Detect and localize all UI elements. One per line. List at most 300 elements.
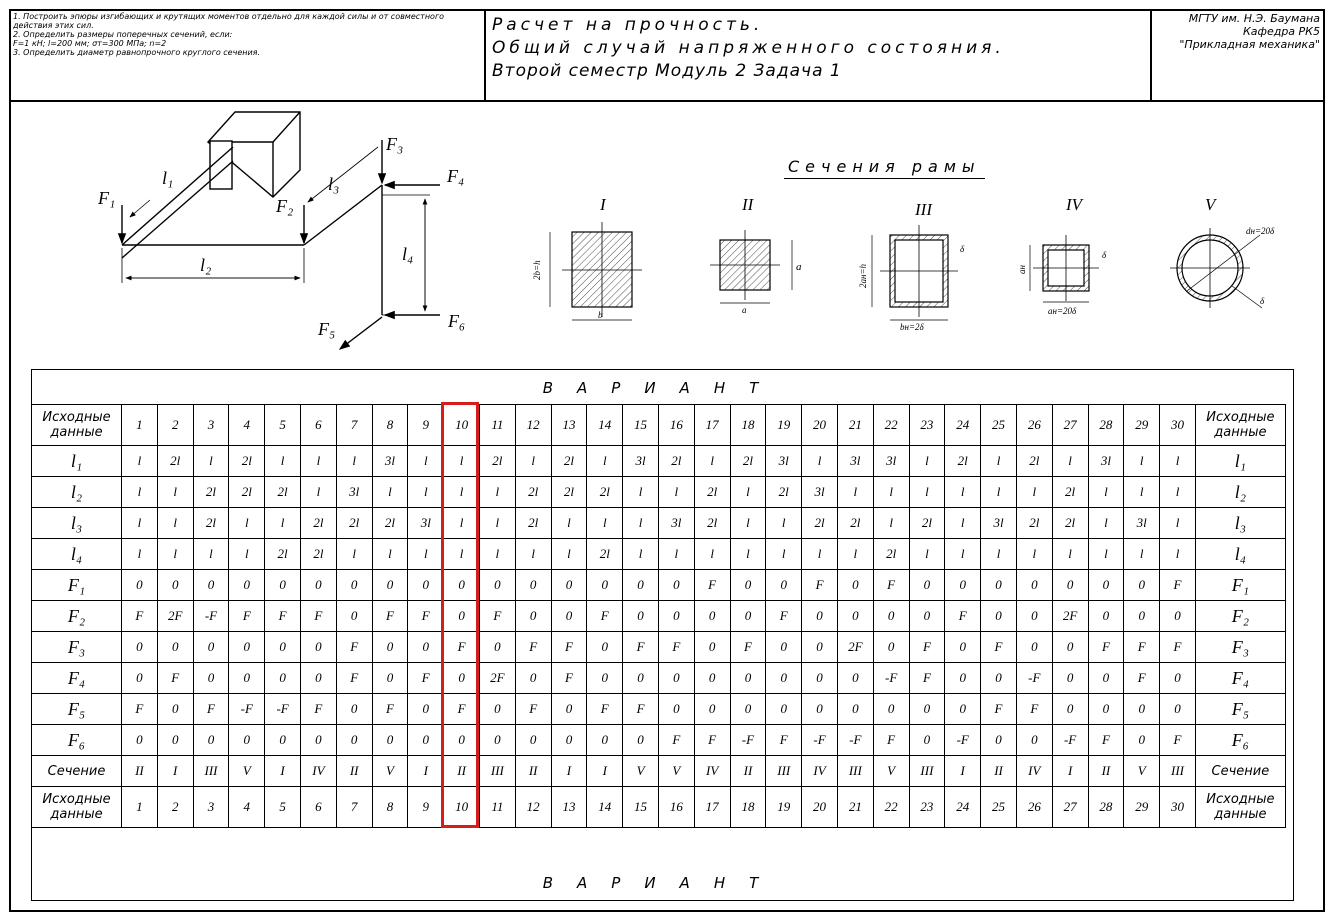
data-cell: l xyxy=(658,477,694,508)
data-cell: 0 xyxy=(336,694,372,725)
data-cell: 0 xyxy=(229,725,265,756)
data-cell: 0 xyxy=(515,663,551,694)
data-cell: 0 xyxy=(909,725,945,756)
data-cell: 0 xyxy=(444,663,480,694)
data-cell: 0 xyxy=(766,663,802,694)
data-cell: 0 xyxy=(1124,601,1160,632)
row-label: F₄ xyxy=(32,663,122,694)
data-cell: F xyxy=(479,601,515,632)
data-cell: 0 xyxy=(658,570,694,601)
data-cell: l xyxy=(766,508,802,539)
data-cell: l xyxy=(229,539,265,570)
data-cell: 0 xyxy=(587,570,623,601)
data-cell: 0 xyxy=(802,601,838,632)
variant-number-cell: 9 xyxy=(408,405,444,446)
data-cell: l xyxy=(945,539,981,570)
data-cell: -F xyxy=(730,725,766,756)
data-cell: 0 xyxy=(658,601,694,632)
org-line: Кафедра РК5 xyxy=(1243,25,1320,38)
data-cell: 0 xyxy=(694,601,730,632)
variant-header-bottom: ВАРИАНТ xyxy=(542,873,783,892)
variant-number-cell: 30 xyxy=(1160,405,1196,446)
data-cell: 0 xyxy=(945,663,981,694)
data-cell: 0 xyxy=(372,663,408,694)
label-l1: l₁ xyxy=(162,168,174,188)
data-cell: 0 xyxy=(408,725,444,756)
data-cell: l xyxy=(1016,477,1052,508)
data-cell: 0 xyxy=(372,632,408,663)
data-row-F6 xyxy=(32,725,1286,756)
data-cell: 0 xyxy=(766,570,802,601)
data-cell: F xyxy=(981,632,1017,663)
data-cell: l xyxy=(444,508,480,539)
data-cell: 0 xyxy=(1088,601,1124,632)
data-cell: 2l xyxy=(336,508,372,539)
variant-number-cell: 13 xyxy=(551,787,587,828)
data-cell: l xyxy=(945,508,981,539)
variant-number-cell: 9 xyxy=(408,787,444,828)
data-cell: 0 xyxy=(694,632,730,663)
cross-sections xyxy=(520,190,1300,340)
data-cell: F xyxy=(1088,632,1124,663)
data-cell: F xyxy=(873,725,909,756)
variant-header-top: ВАРИАНТ xyxy=(542,378,783,397)
data-cell: l xyxy=(444,446,480,477)
data-cell: F xyxy=(372,601,408,632)
row-label: l₂ xyxy=(1195,477,1285,508)
variant-number-cell: 17 xyxy=(694,405,730,446)
variant-number-cell: 15 xyxy=(623,787,659,828)
row-label: F₅ xyxy=(32,694,122,725)
data-cell: F xyxy=(1088,725,1124,756)
data-cell: 0 xyxy=(193,725,229,756)
sections-title: Сечения рамы xyxy=(788,157,981,176)
data-cell: II xyxy=(122,756,158,787)
data-cell: 2l xyxy=(229,446,265,477)
data-cell: -F xyxy=(1052,725,1088,756)
data-cell: 0 xyxy=(658,663,694,694)
data-cell: 0 xyxy=(193,570,229,601)
data-cell: 0 xyxy=(945,632,981,663)
data-cell: l xyxy=(1124,539,1160,570)
data-cell: F xyxy=(1124,663,1160,694)
data-cell: 0 xyxy=(551,694,587,725)
data-row-F3 xyxy=(32,632,1286,663)
data-cell: 0 xyxy=(157,725,193,756)
data-cell: 0 xyxy=(444,601,480,632)
data-cell: 0 xyxy=(909,570,945,601)
data-cell: 0 xyxy=(658,694,694,725)
data-cell: II xyxy=(981,756,1017,787)
data-cell: l xyxy=(479,477,515,508)
data-cell: 0 xyxy=(873,632,909,663)
frame-scheme xyxy=(90,105,490,355)
data-cell: l xyxy=(1088,508,1124,539)
data-cell: 0 xyxy=(265,570,301,601)
data-cell: l xyxy=(444,539,480,570)
data-cell: l xyxy=(157,508,193,539)
data-cell: 0 xyxy=(730,601,766,632)
data-cell: 2l xyxy=(157,446,193,477)
data-cell: 0 xyxy=(1124,725,1160,756)
task-line: 2. Определить размеры поперечных сечений, если: xyxy=(13,30,233,39)
variant-number-cell: 1 xyxy=(122,787,158,828)
data-cell: l xyxy=(122,508,158,539)
data-row-F2 xyxy=(32,601,1286,632)
variant-number-cell: 27 xyxy=(1052,787,1088,828)
section-IV-a: aн xyxy=(1017,265,1027,274)
variant-number-cell: 26 xyxy=(1016,405,1052,446)
data-cell: 3l xyxy=(658,508,694,539)
data-cell: 3l xyxy=(981,508,1017,539)
data-cell: F xyxy=(551,663,587,694)
variant-number-cell: 1 xyxy=(122,405,158,446)
data-cell: 0 xyxy=(1088,663,1124,694)
section-II-a: a xyxy=(742,305,747,315)
data-cell: l xyxy=(694,539,730,570)
variant-number-cell: 14 xyxy=(587,787,623,828)
data-cell: l xyxy=(336,446,372,477)
data-cell: V xyxy=(229,756,265,787)
data-cell: 0 xyxy=(909,601,945,632)
title-line: Расчет на прочность. xyxy=(492,15,764,35)
variant-number-cell: 8 xyxy=(372,787,408,828)
data-cell: 2l xyxy=(300,508,336,539)
data-cell: 2l xyxy=(694,508,730,539)
data-cell: l xyxy=(408,446,444,477)
data-cell: 0 xyxy=(1016,570,1052,601)
data-cell: 0 xyxy=(479,725,515,756)
data-cell: I xyxy=(157,756,193,787)
data-cell: 2l xyxy=(1016,508,1052,539)
section-II-a-side: a xyxy=(796,261,802,273)
data-cell: F xyxy=(122,601,158,632)
row-label: l₃ xyxy=(1195,508,1285,539)
data-cell: IV xyxy=(694,756,730,787)
data-cell: 0 xyxy=(837,601,873,632)
variant-number-cell: 18 xyxy=(730,787,766,828)
data-cell: 2l xyxy=(802,508,838,539)
data-cell: F xyxy=(873,570,909,601)
data-cell: 0 xyxy=(694,663,730,694)
data-cell: l xyxy=(909,539,945,570)
data-cell: 0 xyxy=(1124,694,1160,725)
data-cell: l xyxy=(1124,477,1160,508)
row-label: F₁ xyxy=(1195,570,1285,601)
row-label: Исходные данные xyxy=(1195,787,1285,828)
variant-number-cell: 6 xyxy=(300,787,336,828)
task-line: F=1 кН; l=200 мм; σт=300 МПа; n=2 xyxy=(13,39,167,48)
data-cell: 0 xyxy=(623,570,659,601)
data-cell: 2F xyxy=(1052,601,1088,632)
data-cell: l xyxy=(479,539,515,570)
data-cell: F xyxy=(408,663,444,694)
data-cell: F xyxy=(300,601,336,632)
data-cell: 0 xyxy=(1088,570,1124,601)
data-cell: V xyxy=(658,756,694,787)
data-cell: l xyxy=(587,508,623,539)
variant-number-cell: 19 xyxy=(766,405,802,446)
data-cell: II xyxy=(730,756,766,787)
data-cell: 0 xyxy=(515,570,551,601)
data-cell: 0 xyxy=(1160,663,1196,694)
data-cell: l xyxy=(837,477,873,508)
variant-number-cell: 13 xyxy=(551,405,587,446)
data-cell: 3l xyxy=(408,508,444,539)
data-cell: 2F xyxy=(479,663,515,694)
data-cell: l xyxy=(1160,508,1196,539)
data-cell: 2l xyxy=(873,539,909,570)
data-cell: IV xyxy=(802,756,838,787)
data-cell: l xyxy=(766,539,802,570)
data-cell: 0 xyxy=(802,694,838,725)
data-cell: 0 xyxy=(1016,601,1052,632)
data-cell: 0 xyxy=(444,570,480,601)
data-cell: 0 xyxy=(300,632,336,663)
data-cell: 0 xyxy=(623,601,659,632)
row-label: Сечение xyxy=(1195,756,1285,787)
section-label-I: I xyxy=(600,195,606,214)
variant-number-cell: 5 xyxy=(265,787,301,828)
data-cell: l xyxy=(408,477,444,508)
data-cell: 2l xyxy=(1052,477,1088,508)
data-cell: F xyxy=(802,570,838,601)
data-cell: l xyxy=(623,477,659,508)
data-cell: 3l xyxy=(802,477,838,508)
variant-number-cell: 7 xyxy=(336,405,372,446)
data-cell: III xyxy=(837,756,873,787)
variant-number-cell: 4 xyxy=(229,405,265,446)
data-cell: I xyxy=(945,756,981,787)
variant-number-cell: 29 xyxy=(1124,787,1160,828)
data-cell: 2l xyxy=(1052,508,1088,539)
data-cell: 0 xyxy=(300,725,336,756)
data-cell: 0 xyxy=(587,632,623,663)
variant-number-cell: 10 xyxy=(444,787,480,828)
variant-number-cell: 6 xyxy=(300,405,336,446)
data-cell: 3l xyxy=(1124,508,1160,539)
data-cell: 0 xyxy=(408,694,444,725)
variant-number-cell: 26 xyxy=(1016,787,1052,828)
data-cell: 2l xyxy=(515,508,551,539)
data-cell: l xyxy=(193,446,229,477)
data-cell: F xyxy=(1016,694,1052,725)
row-label: Исходные данные xyxy=(32,787,122,828)
data-cell: 0 xyxy=(730,694,766,725)
variant-number-cell: 8 xyxy=(372,405,408,446)
variant-number-cell: 7 xyxy=(336,787,372,828)
data-cell: l xyxy=(515,539,551,570)
task-line: действия этих сил. xyxy=(13,21,94,30)
data-cell: F xyxy=(694,570,730,601)
data-cell: 3l xyxy=(837,446,873,477)
data-cell: 2l xyxy=(837,508,873,539)
data-cell: V xyxy=(1124,756,1160,787)
data-cell: F xyxy=(981,694,1017,725)
data-cell: 0 xyxy=(587,663,623,694)
row-label: F₂ xyxy=(1195,601,1285,632)
row-label: l₄ xyxy=(1195,539,1285,570)
section-label-V: V xyxy=(1205,195,1216,214)
data-cell: 0 xyxy=(193,632,229,663)
data-cell: 0 xyxy=(837,694,873,725)
variant-number-cell: 11 xyxy=(479,787,515,828)
section-III-b: bн=2δ xyxy=(900,322,924,332)
data-cell: 2l xyxy=(909,508,945,539)
data-cell: V xyxy=(372,756,408,787)
data-cell: F xyxy=(658,632,694,663)
variant-number-cell: 12 xyxy=(515,405,551,446)
data-cell: I xyxy=(1052,756,1088,787)
data-cell: l xyxy=(658,539,694,570)
label-l2: l₂ xyxy=(200,255,212,275)
data-cell: 0 xyxy=(265,632,301,663)
data-cell: F xyxy=(444,694,480,725)
data-cell: V xyxy=(623,756,659,787)
data-cell: l xyxy=(1088,539,1124,570)
section-label-III: III xyxy=(915,200,932,219)
data-cell: 0 xyxy=(623,663,659,694)
data-cell: F xyxy=(945,601,981,632)
row-label: l₁ xyxy=(32,446,122,477)
data-row-l4 xyxy=(32,539,1286,570)
variant-number-cell: 10 xyxy=(444,405,480,446)
data-cell: 2l xyxy=(265,477,301,508)
data-cell: 2l xyxy=(551,446,587,477)
data-cell: l xyxy=(372,539,408,570)
row-label: l₂ xyxy=(32,477,122,508)
label-F1: F₁ xyxy=(98,188,116,208)
data-cell: IV xyxy=(1016,756,1052,787)
data-cell: l xyxy=(551,539,587,570)
data-cell: 0 xyxy=(1016,725,1052,756)
data-cell: 0 xyxy=(229,663,265,694)
data-cell: l xyxy=(730,508,766,539)
data-cell: 2l xyxy=(193,508,229,539)
data-cell: l xyxy=(265,508,301,539)
data-cell: l xyxy=(122,446,158,477)
data-cell: F xyxy=(623,694,659,725)
data-cell: II xyxy=(444,756,480,787)
variant-number-cell: 22 xyxy=(873,405,909,446)
variant-numbers-row-top xyxy=(32,405,1286,446)
data-cell: 0 xyxy=(444,725,480,756)
title-block-divider xyxy=(9,100,1325,102)
data-cell: F xyxy=(336,663,372,694)
data-cell: 0 xyxy=(551,570,587,601)
variant-number-cell: 24 xyxy=(945,787,981,828)
section-I-h: 2b=h xyxy=(532,260,542,280)
data-cell: 2l xyxy=(766,477,802,508)
variant-number-cell: 2 xyxy=(157,787,193,828)
data-cell: 0 xyxy=(694,694,730,725)
data-cell: 0 xyxy=(372,725,408,756)
data-row-l2 xyxy=(32,477,1286,508)
data-cell: 0 xyxy=(981,725,1017,756)
variant-number-cell: 4 xyxy=(229,787,265,828)
data-cell: 0 xyxy=(122,632,158,663)
data-cell: -F xyxy=(945,725,981,756)
data-cell: 2F xyxy=(837,632,873,663)
data-cell: l xyxy=(694,446,730,477)
data-cell: l xyxy=(1160,477,1196,508)
organization-block xyxy=(1156,12,1320,51)
variant-number-cell: 22 xyxy=(873,787,909,828)
variant-number-cell: 25 xyxy=(981,787,1017,828)
row-label: F₂ xyxy=(32,601,122,632)
row-label: l₃ xyxy=(32,508,122,539)
data-cell: F xyxy=(444,632,480,663)
data-cell: F xyxy=(766,601,802,632)
data-cell: III xyxy=(479,756,515,787)
data-cell: 0 xyxy=(229,570,265,601)
data-cell: 0 xyxy=(157,694,193,725)
section-III-d: δ xyxy=(960,244,965,254)
data-cell: 0 xyxy=(802,663,838,694)
data-cell: 0 xyxy=(122,725,158,756)
data-cell: 0 xyxy=(300,570,336,601)
data-cell: F xyxy=(623,632,659,663)
section-label-IV: IV xyxy=(1066,195,1083,214)
data-cell: l xyxy=(909,446,945,477)
data-cell: 2l xyxy=(945,446,981,477)
data-cell: l xyxy=(1052,539,1088,570)
data-cell: F xyxy=(265,601,301,632)
data-cell: l xyxy=(300,477,336,508)
data-cell: 0 xyxy=(300,663,336,694)
data-cell: F xyxy=(909,632,945,663)
data-cell: 0 xyxy=(981,570,1017,601)
data-cell: I xyxy=(265,756,301,787)
data-cell: F xyxy=(300,694,336,725)
task-statement xyxy=(13,12,483,57)
data-cell: 0 xyxy=(1052,694,1088,725)
data-cell: l xyxy=(981,539,1017,570)
data-cell: F xyxy=(1124,632,1160,663)
data-row-F1 xyxy=(32,570,1286,601)
section-III-h: 2aн=h xyxy=(858,263,868,288)
variants-grid xyxy=(31,404,1286,828)
label-F3: F₃ xyxy=(386,134,404,154)
data-cell: 0 xyxy=(1052,570,1088,601)
data-cell: l xyxy=(122,477,158,508)
section-IV-b: aн=20δ xyxy=(1048,306,1077,316)
data-cell: 2l xyxy=(193,477,229,508)
data-cell: 0 xyxy=(981,663,1017,694)
data-cell: 0 xyxy=(766,694,802,725)
data-cell: 2l xyxy=(1016,446,1052,477)
data-cell: F xyxy=(1160,570,1196,601)
title-line: Общий случай напряженного состояния. xyxy=(492,38,1005,58)
variant-number-cell: 15 xyxy=(623,405,659,446)
data-cell: 0 xyxy=(193,663,229,694)
variants-table xyxy=(31,369,1294,901)
data-cell: -F xyxy=(265,694,301,725)
task-line: 3. Определить диаметр равнопрочного круглого сечения. xyxy=(13,48,261,57)
data-cell: l xyxy=(1088,477,1124,508)
data-cell: 0 xyxy=(551,601,587,632)
row-label: F₆ xyxy=(1195,725,1285,756)
variant-number-cell: 17 xyxy=(694,787,730,828)
data-cell: I xyxy=(408,756,444,787)
label-l4: l₄ xyxy=(402,244,414,264)
row-label: l₁ xyxy=(1195,446,1285,477)
data-cell: 0 xyxy=(408,570,444,601)
data-cell: l xyxy=(802,539,838,570)
label-F6: F₆ xyxy=(448,311,466,331)
data-cell: F xyxy=(515,632,551,663)
data-cell: l xyxy=(193,539,229,570)
